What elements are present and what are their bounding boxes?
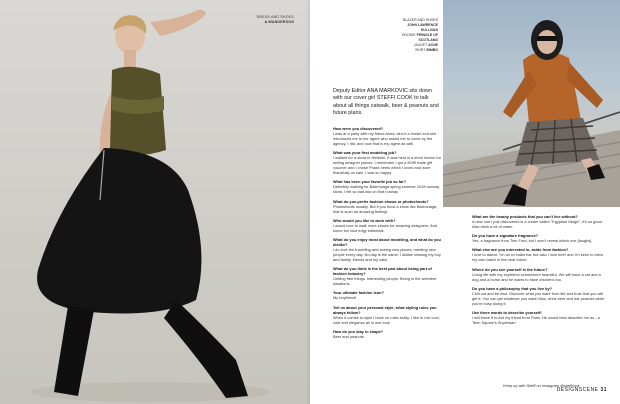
answer: When it comes to style I have no rules really. I like to mix cool, cute and elegance all in one look. xyxy=(333,314,440,325)
question: What do you think is the best part about being part of fashion industry? xyxy=(333,266,432,277)
credit-row xyxy=(392,23,438,33)
left-photo-credit xyxy=(257,15,294,25)
answer: Beer and peanuts. xyxy=(333,333,365,339)
credit-row xyxy=(392,33,438,43)
credit-row xyxy=(392,48,438,53)
answer: I love to dance. I'm an ex ballerina, but also I love beer and I'm keen to brew my own batch in the near future. xyxy=(472,252,604,263)
model-figure-right xyxy=(443,0,620,207)
question: How do you stay in shape? xyxy=(333,328,384,334)
answer: Photoshoots usually. But if you book a show like Balenciaga, that is such an amazing feeling! xyxy=(333,203,438,214)
folio-page-number: 31 xyxy=(600,387,607,393)
question: What do you prefer fashion shows or photoshoots? xyxy=(333,198,429,204)
answer: My boyfriend! xyxy=(333,295,357,301)
answer: Getting free things. Interesting people. Being in the weirdest situations. xyxy=(333,276,437,287)
question: Do you have a philosophy that you live by? xyxy=(472,285,552,291)
qa-item xyxy=(333,218,441,233)
qa-item xyxy=(333,237,441,262)
question: Where do you see yourself in the future? xyxy=(472,266,548,272)
question: Tell us about your personal style, what styling rules you always follow? xyxy=(333,304,437,315)
credit-label: HOODIE xyxy=(401,33,416,37)
answer: Chill out and be nice. Discover what you want from life and trust that you will get it. You can get whatever you want! Also, drink beer and eat peanuts while you're busy doing it. xyxy=(472,290,605,306)
qa-column-left xyxy=(333,126,441,343)
question: What are the beauty products that you can't live without? xyxy=(472,214,578,219)
qa-item xyxy=(333,305,441,325)
answer: Living life with my boyfriend somewhere beautiful. We will have a cat and a dog and a horse and he wants to have chickens too. xyxy=(472,271,601,282)
qa-item xyxy=(333,126,441,146)
left-credit-line1: DRESS AND SHOES xyxy=(256,15,294,19)
question: What do you enjoy most about modeling, and what do you dislike? xyxy=(333,236,441,247)
credit-value: PRINGLE OF SCOTLAND xyxy=(416,33,438,42)
qa-item xyxy=(333,290,441,300)
qa-item xyxy=(333,199,441,214)
qa-item xyxy=(472,214,606,229)
instagram-note: Keep up with Steffi on instagram @steffcook xyxy=(503,383,580,388)
question: Use three words to describe yourself! xyxy=(472,309,542,315)
qa-item xyxy=(472,286,606,306)
credit-value: ACNE xyxy=(428,43,438,47)
credit-label: SKIRT xyxy=(415,48,426,52)
credit-value: BIMBO xyxy=(426,48,438,52)
question: What else are you interested in, aside from fashion? xyxy=(472,247,569,253)
qa-item xyxy=(333,266,441,286)
question: Do you have a signature fragrance? xyxy=(472,233,539,239)
question: What was your first modeling job? xyxy=(333,150,397,156)
feature-photo-right xyxy=(443,0,620,207)
answer: I was at a party with my friend Anna, who's a model and she introduced me to her agent who asked me to come by the agency. I did, and now that is my agent as well. xyxy=(333,131,437,146)
question: Your ultimate fashion icon? xyxy=(333,290,384,296)
question: What has been your favorite job so far? xyxy=(333,179,407,185)
credit-label: BLAZER AND SHOES xyxy=(402,18,438,22)
right-photo-credits xyxy=(392,18,438,53)
question: How were you discovered? xyxy=(333,126,384,131)
question: Who would you like to work with? xyxy=(333,217,396,223)
answer: Yes, a fragrance from Tom Ford, but I won't reveal which one [laughs]. xyxy=(472,238,593,244)
credit-label: JOHN LAWRENCE SULLIVAN xyxy=(407,23,438,32)
page-folio xyxy=(557,387,607,393)
qa-item xyxy=(472,247,606,262)
qa-column-right xyxy=(472,214,606,329)
qa-item xyxy=(472,267,606,282)
answer: I do love the travelling and seeing new places, meeting new people every day. No day is the same. I dislike missing my boy and family, friends and my cats! xyxy=(333,246,441,262)
left-credit-line2: A.WANDERSON xyxy=(264,20,294,24)
folio-brand: DESIGNSCENE xyxy=(556,387,599,393)
qa-item xyxy=(472,310,606,325)
qa-item xyxy=(472,233,606,243)
answer: I would love to walk more shows for amazing designers. And some fun cool edgy editorials. xyxy=(333,222,438,233)
qa-item xyxy=(333,150,441,175)
article-intro: Deputy Editor ANA MARKOVIC sits down with our cover girl STEFFI COOK to talk about all things catwalk, beer & peanuts and future plans. xyxy=(333,88,439,117)
qa-item xyxy=(333,179,441,194)
answer: Definitely walking for Balenciaga spring summer 2018 runway show. I felt so bad ass on that runway. xyxy=(333,184,440,195)
qa-item xyxy=(333,329,441,339)
answer: A new one I just discovered is a cream called "Egyptian Magic", it's so good. Also drink a lot of water. xyxy=(472,219,603,229)
credit-label: JACKET xyxy=(413,43,428,47)
answer: I will leave it to Ant my friend from Paris. He would best describe me as - a Teen Square's Superstar! xyxy=(472,314,600,325)
answer: I walked for a show in Helsinki. It was held in a store known for selling designer pieces. I remember I got a 500€ trade gift voucher and I chose Prada heels which I loved and wore thankfully on sale. I was so happy. xyxy=(333,155,441,176)
